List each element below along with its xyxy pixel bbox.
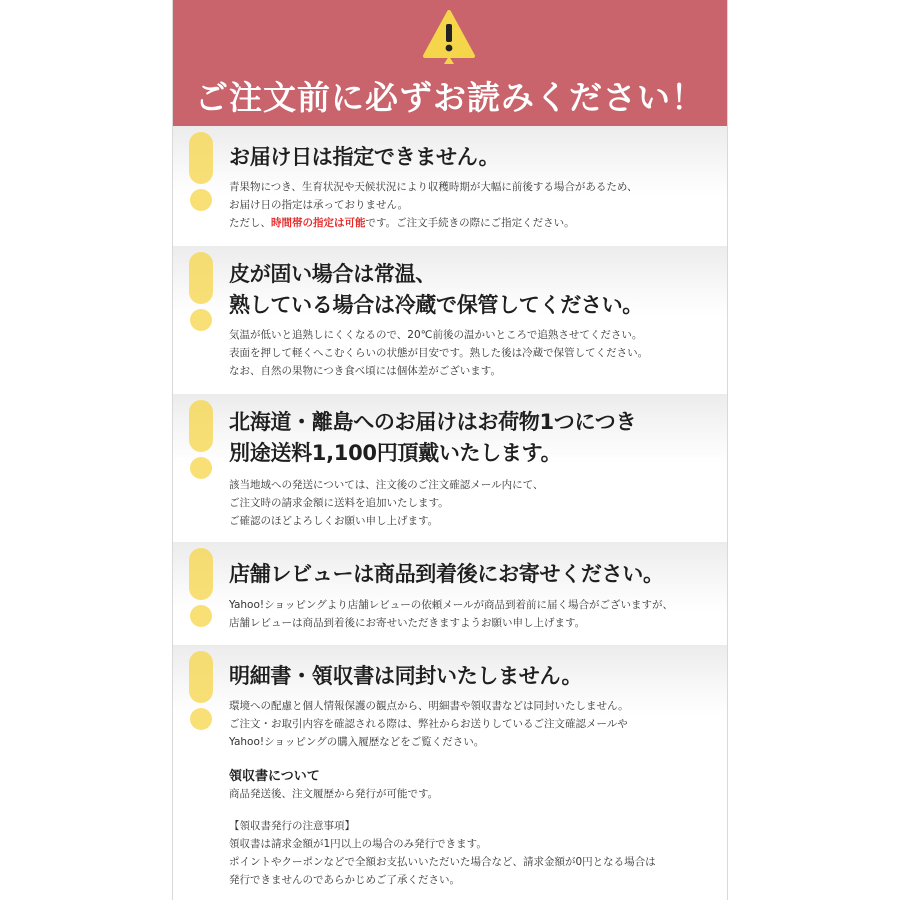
receipt-note: ポイントやクーポンなどで全額お支払いいただいた場合など、請求金額が0円となる場合は [229, 856, 656, 868]
section-heading: 明細書・領収書は同封いたしません。 [229, 664, 583, 688]
section-text: 店舗レビューは商品到着後にお寄せいただきますようお願い申し上げます。 [229, 617, 586, 629]
section-text: ご確認のほどよろしくお願い申し上げます。 [229, 515, 439, 527]
receipt-note: 発行できませんのであらかじめご了承ください。 [229, 874, 460, 886]
section-text: お届け日の指定は承っておりません。 [229, 199, 409, 211]
section-text: ご注文時の請求金額に送料を追加いたします。 [229, 497, 449, 509]
page-title: ご注文前に必ずお読みください！ [195, 78, 705, 117]
receipt-title: 領収書について [229, 769, 320, 784]
receipt-notes-title: 【領収書発行の注意事項】 [229, 820, 355, 832]
exclamation-icon [179, 398, 223, 480]
section-heading: 皮が固い場合は常温、 [229, 262, 436, 286]
section-text: Yahoo!ショッピングより店舗レビューの依頼メールが商品到着前に届く場合がございますが、 [229, 599, 673, 611]
receipt-note: 領収書は請求金額が1円以上の場合のみ発行できます。 [229, 838, 487, 850]
exclamation-icon [179, 649, 223, 731]
section-heading: 店舗レビューは商品到着後にお寄せください。 [229, 562, 664, 586]
section-text: ご注文・お取引内容を確認される際は、弊社からお送りしているご注文確認メールや [229, 718, 628, 730]
section-heading: 熟している場合は冷蔵で保管してください。 [229, 293, 643, 317]
time-slot-highlight: 時間帯の指定は可能 [271, 217, 366, 229]
section-heading: お届け日は指定できません。 [229, 145, 500, 169]
exclamation-icon [179, 546, 223, 628]
notice-header [173, 0, 727, 126]
section-text: 表面を押して軽くへこむくらいの状態が目安です。熟した後は冷蔵で保管してください。 [229, 347, 649, 359]
section-text: 気温が低いと追熟しにくくなるので、20℃前後の温かいところで追熟させてください。 [229, 329, 643, 341]
text-prefix: ただし、 [229, 217, 271, 229]
exclamation-icon [179, 250, 223, 332]
section-text: なお、自然の果物につき食べ頃には個体差がございます。 [229, 365, 501, 377]
section-text: 環境への配慮と個人情報保護の観点から、明細書や領収書などは同封いたしません。 [229, 700, 629, 712]
section-heading: 別途送料1,100円頂戴いたします。 [229, 441, 562, 465]
section-text [229, 214, 575, 232]
text-suffix: です。ご注文手続きの際にご指定ください。 [365, 217, 575, 229]
section-heading: 北海道・離島へのお届けはお荷物1つにつき [229, 410, 637, 434]
section-text: 青果物につき、生育状況や天候状況により収穫時期が大幅に前後する場合があるため、 [229, 181, 638, 193]
section-text: Yahoo!ショッピングの購入履歴などをご覧ください。 [229, 736, 485, 748]
receipt-text: 商品発送後、注文履歴から発行が可能です。 [229, 788, 439, 800]
warning-icon [423, 10, 475, 66]
notice-card [172, 0, 728, 900]
exclamation-icon [179, 130, 223, 212]
section-text: 該当地域への発送については、注文後のご注文確認メール内にて、 [229, 479, 544, 491]
